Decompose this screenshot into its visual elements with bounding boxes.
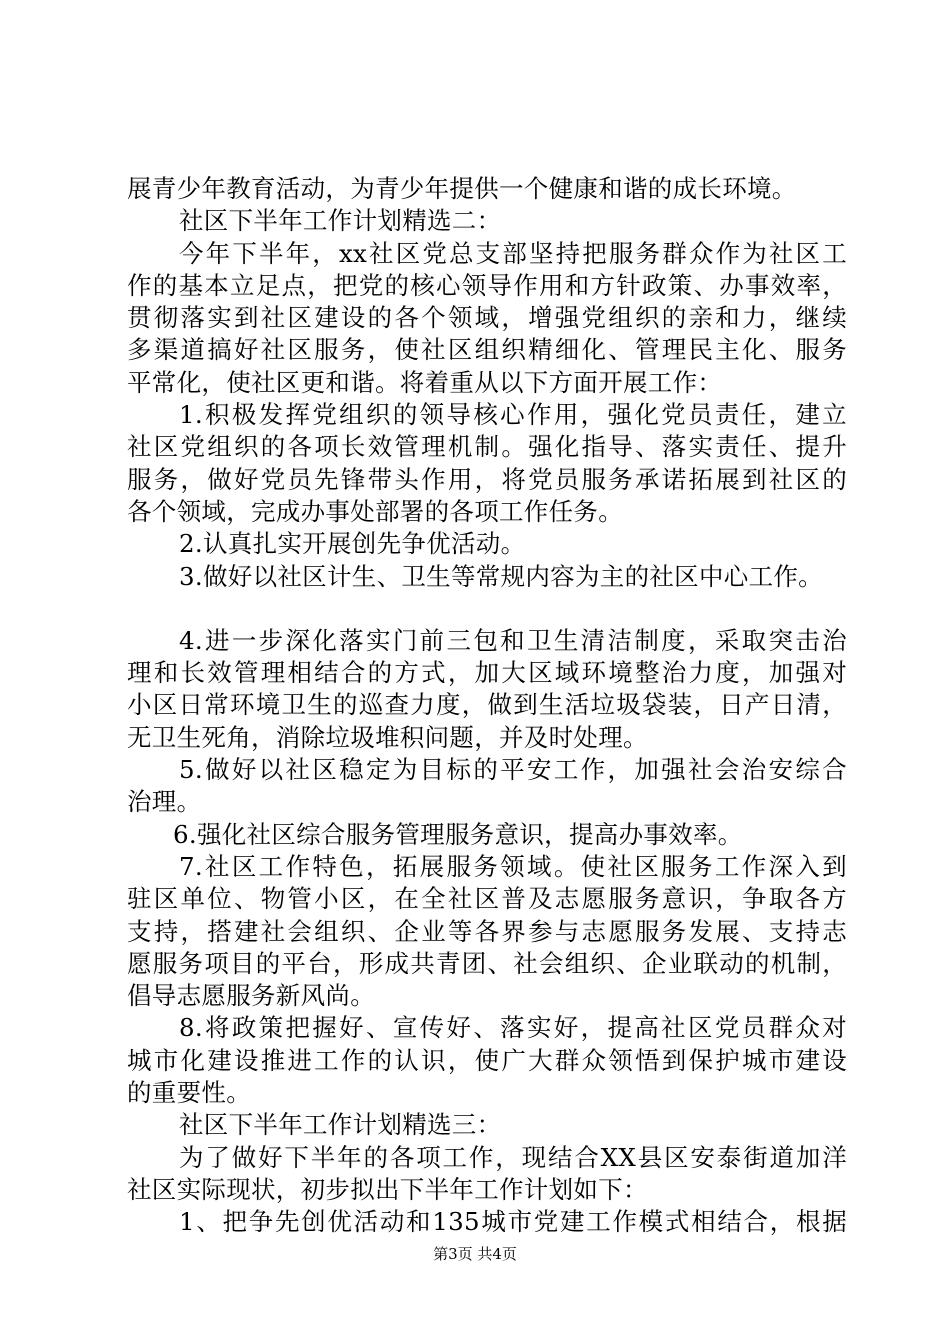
list-item-line: 治理。 bbox=[127, 787, 202, 817]
paragraph-line: 展青少年教育活动，为青少年提供一个健康和谐的成长环境。 bbox=[127, 174, 797, 203]
paragraph-line: 贯彻落实到社区建设的各个领域，增强党组织的亲和力，继续 bbox=[127, 303, 847, 333]
page-footer bbox=[0, 1244, 950, 1264]
list-item-line: 5.做好以社区稳定为目标的平安工作，加强社会治安综合 bbox=[179, 755, 847, 785]
list-item-line: 的重要性。 bbox=[127, 1078, 251, 1108]
paragraph-line: 社区实际现状，初步拟出下半年工作计划如下： bbox=[127, 1174, 648, 1204]
section-heading: 社区下半年工作计划精选二： bbox=[179, 206, 502, 236]
list-item-line: 各个领域，完成办事处部署的各项工作任务。 bbox=[127, 496, 623, 526]
list-item-line: 3.做好以社区计生、卫生等常规内容为主的社区中心工作。 bbox=[179, 561, 823, 591]
list-item-line: 小区日常环境卫生的巡查力度，做到生活垃圾袋装，日产日清， bbox=[127, 690, 847, 720]
blank-line bbox=[127, 593, 847, 625]
list-item-line: 7.社区工作特色，拓展服务领域。使社区服务工作深入到 bbox=[179, 851, 847, 881]
list-item-line: 1、把争先创优活动和135城市党建工作模式相结合，根据 bbox=[179, 1207, 847, 1237]
paragraph-line: 为了做好下半年的各项工作，现结合XX县区安泰街道加洋 bbox=[179, 1142, 847, 1172]
list-item-line: 6.强化社区综合服务管理服务意识，提高办事效率。 bbox=[173, 819, 743, 849]
document-body bbox=[127, 173, 847, 1239]
list-item-line: 支持，搭建社会组织、企业等各界参与志愿服务发展、支持志 bbox=[127, 916, 847, 946]
list-item-line: 2.认真扎实开展创先争优活动。 bbox=[179, 529, 526, 559]
paragraph-line: 作的基本立足点，把党的核心领导作用和方针政策、办事效率， bbox=[127, 270, 847, 300]
list-item-line: 倡导志愿服务新风尚。 bbox=[127, 981, 375, 1011]
list-item-line: 城市化建设推进工作的认识，使广大群众领悟到保护城市建设 bbox=[127, 1045, 847, 1075]
list-item-line: 无卫生死角，消除垃圾堆积问题，并及时处理。 bbox=[127, 722, 648, 752]
list-item-line: 社区党组织的各项长效管理机制。强化指导、落实责任、提升 bbox=[127, 432, 847, 462]
section-heading: 社区下半年工作计划精选三： bbox=[179, 1110, 502, 1140]
paragraph-line: 平常化，使社区更和谐。将着重从以下方面开展工作： bbox=[127, 367, 723, 397]
paragraph-line: 多渠道搞好社区服务，使社区组织精细化、管理民主化、服务 bbox=[127, 335, 847, 365]
list-item-line: 1.积极发挥党组织的领导核心作用，强化党员责任，建立 bbox=[179, 400, 847, 430]
page-number-label: 第3页 共4页 bbox=[433, 1245, 517, 1263]
list-item-line: 理和长效管理相结合的方式，加大区域环境整治力度，加强对 bbox=[127, 658, 847, 688]
list-item-line: 愿服务项目的平台，形成共青团、社会组织、企业联动的机制， bbox=[127, 948, 847, 978]
list-item-line: 4.进一步深化落实门前三包和卫生清洁制度，采取突击治 bbox=[179, 625, 847, 655]
paragraph-line: 今年下半年，xx社区党总支部坚持把服务群众作为社区工 bbox=[179, 238, 847, 268]
list-item-line: 驻区单位、物管小区，在全社区普及志愿服务意识，争取各方 bbox=[127, 884, 847, 914]
list-item-line: 服务，做好党员先锋带头作用，将党员服务承诺拓展到社区的 bbox=[127, 464, 847, 494]
list-item-line: 8.将政策把握好、宣传好、落实好，提高社区党员群众对 bbox=[179, 1013, 847, 1043]
